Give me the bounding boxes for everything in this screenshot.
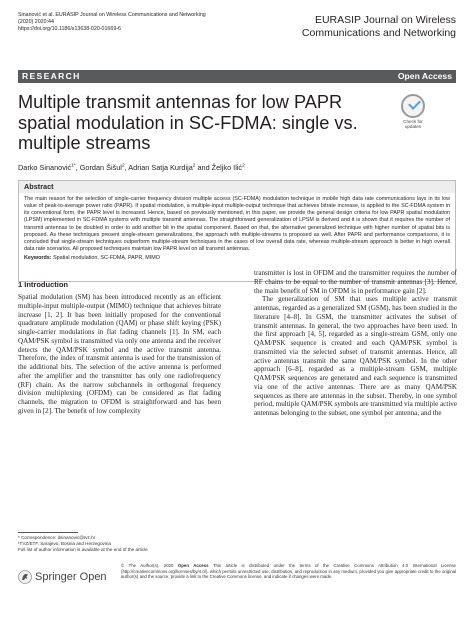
abstract-text: The main reason for the selection of single-carrier frequency division multiple access (SC-FDMA) modulation technique in mobile high data rate communications lays in its low value of peak-to-average power ratio (PAPR). If spatial modulation, a multiple-input multiple-output technique that achieves bitrate increase, is applied to the SC-FDMA system in its conventional form, the PAPR level is increased. Hence, based on previously mentioned, in this paper, we provide the general design criteria for low PAPR spatial modulation (LPSM) implemented in SC-FDMA systems with multiple transmit antennas. The straightforward generalization of LPSM is derived and it is shown that it requires the number of transmit antennas to be doubled in order to add another bit in the spatial component. Based on that, the alternative generalized technique with higher number of spatial bits is proposed. As these techniques present single-stream generalizations, the approach with multiple-streams is proposed as well. After PAPR and performance comparisons, it is concluded that single-stream techniques outperform multiple-stream techniques in the cases of low overall data rate, whereas multiple-stream approach is better in high overall data rate scenarios. All proposed techniques maintain low PAPR level on all transmit antennas. [24,196,450,253]
author-name: Darko Sinanović [18,163,72,172]
citation-line1: Sinanović et al. EURASIP Journal on Wireless Communications and Networking [18,12,206,18]
affiliation-line: ¹TVZ/ETF, Sarajevo, Bosnia and Herzegovina [18,541,111,547]
article-type-label: RESEARCH [22,71,81,81]
author-list: Darko Sinanović$^{1*}$, Gordan Šišul$^2$, Adrian Satja Kurdija$^2$ and Željko Ilić$^2$ [18,163,245,172]
abstract-heading: Abstract [19,181,455,193]
right-column [254,269,457,418]
copyright-notice: © The Author(s). 2020 [121,563,174,568]
author-affiliation-mark: 2 [242,163,245,169]
footnotes [18,535,228,554]
section-heading: 1 Introduction [18,280,68,289]
license-body: This article is distributed under the terms of the Creative Commons Attribution 4.0 International License (http://creativecommons.org/licenses/by/4.0/), which permits unrestricted use, distribution, and reproduction in any medium, provided you give appropriate credit to the original author(s) and the source, provide a link to the Creative Commons license, and indicate if changes were made. [121,563,456,580]
author-name: Gordan Šišul [79,163,122,172]
springer-horse-icon [18,570,32,584]
author-name: Adrian Satja Kurdija [128,163,193,172]
journal-name-line2: Communications and Networking [301,26,456,39]
keywords-text: Spatial modulation, SC-FDMA, PAPR, MIMO [53,255,160,262]
correspondence-line: * Correspondence: dsinanovic@tvz.hr [18,535,96,540]
intro-paragraph-1: Spatial modulation (SM) has been introduced recently as an efficient multiple-input multiple-output (MIMO) technique that achieves bitrate increase [1, 2]. It has been initially proposed for the conventional quadrature amplitude modulation (QAM) or phase shift keying (PSK) single-carrier modulations in flat fading channels [1]. In SM, each QAM/PSK symbol is transmitted via only one antenna and the receiver detects the QAM/PSK symbol and the active transmit antenna. Therefore, the index of transmit antenna is used for the transmission of the additional bits. The selection of the active antenna is performed after the amplifier and the transmitter has only one radiofrequency (RF) chain. As the narrow subchannels in orthogonal frequency division multiplexing (OFDM) can be considered as flat fading channels, the migration to OFDM is straightforward and has been given in [2]. The benefit of low complexity [18,293,221,415]
intro-paragraph-2: transmitter is lost in OFDM and the transmitter requires the number of RF chains to be equal to the number of transmit antennas [3]. Hence, the main benefit of SM in OFDM is in performance gain [2]. [254,269,457,295]
author-affiliation-mark: 2 [192,163,196,169]
citation-header [18,12,258,33]
keywords-line [24,255,450,262]
check-for-updates-badge[interactable] [399,94,427,129]
footnote-divider [18,532,78,533]
article-type-bar [18,70,456,83]
abstract-body [19,193,455,262]
author-affiliation-mark: 1* [71,163,76,169]
article-title: Multiple transmit antennas for low PAPR spatial modulation in SC-FDMA: single vs. multiple streams [18,92,358,153]
author-name: Željko Ilić [211,163,243,172]
doi-link[interactable]: https://doi.org/10.1186/s13638-020-01669-6 [18,26,121,32]
author-affiliation-mark: 2 [121,163,125,169]
publisher-name: Springer Open [35,571,107,583]
check-for-updates-icon [401,94,425,118]
journal-name [266,14,456,39]
journal-name-line1: EURASIP Journal on Wireless [314,14,456,26]
intro-paragraph-3: The generalization of SM that uses multiple active transmit antennas, regarded as a generalized SM (GSM), has been studied in the literature [4–8]. In GSM, the transmitter activates the subset of transmit antennas. In general, the two approaches have been used. In the first approach [4, 5], regarded as a single-stream GSM, only one QAM/PSK sequence is created and each QAM/PSK symbol is transmitted via the selected subset of transmit antennas. Hence, all active antennas transmit the same QAM/PSK symbol. In the other approach [6–8], regarded as a multiple-stream GSM, multiple QAM/PSK sequences are generated and each sequence is transmitted via one of the active antennas. There are as many QAM/PSK sequences as there are antennas in the subset. Thereby, in one symbol period, multiple QAM/PSK symbols are transmitted via multiple active antennas belonging to the subset, one symbol per antenna, and the [254,295,457,417]
open-access-label: Open Access [397,71,452,81]
left-column [18,280,221,416]
open-access-notice: Open Access [177,563,209,568]
check-for-updates-label: Check for updates [403,119,423,130]
publisher-logo [18,566,107,588]
license-text [121,563,456,580]
keywords-label: Keywords: [24,255,52,262]
citation-line2: (2020) 2020:44 [18,19,54,25]
abstract-box [18,180,456,282]
author-info-line: Full list of author information is available at the end of the article [18,547,148,553]
